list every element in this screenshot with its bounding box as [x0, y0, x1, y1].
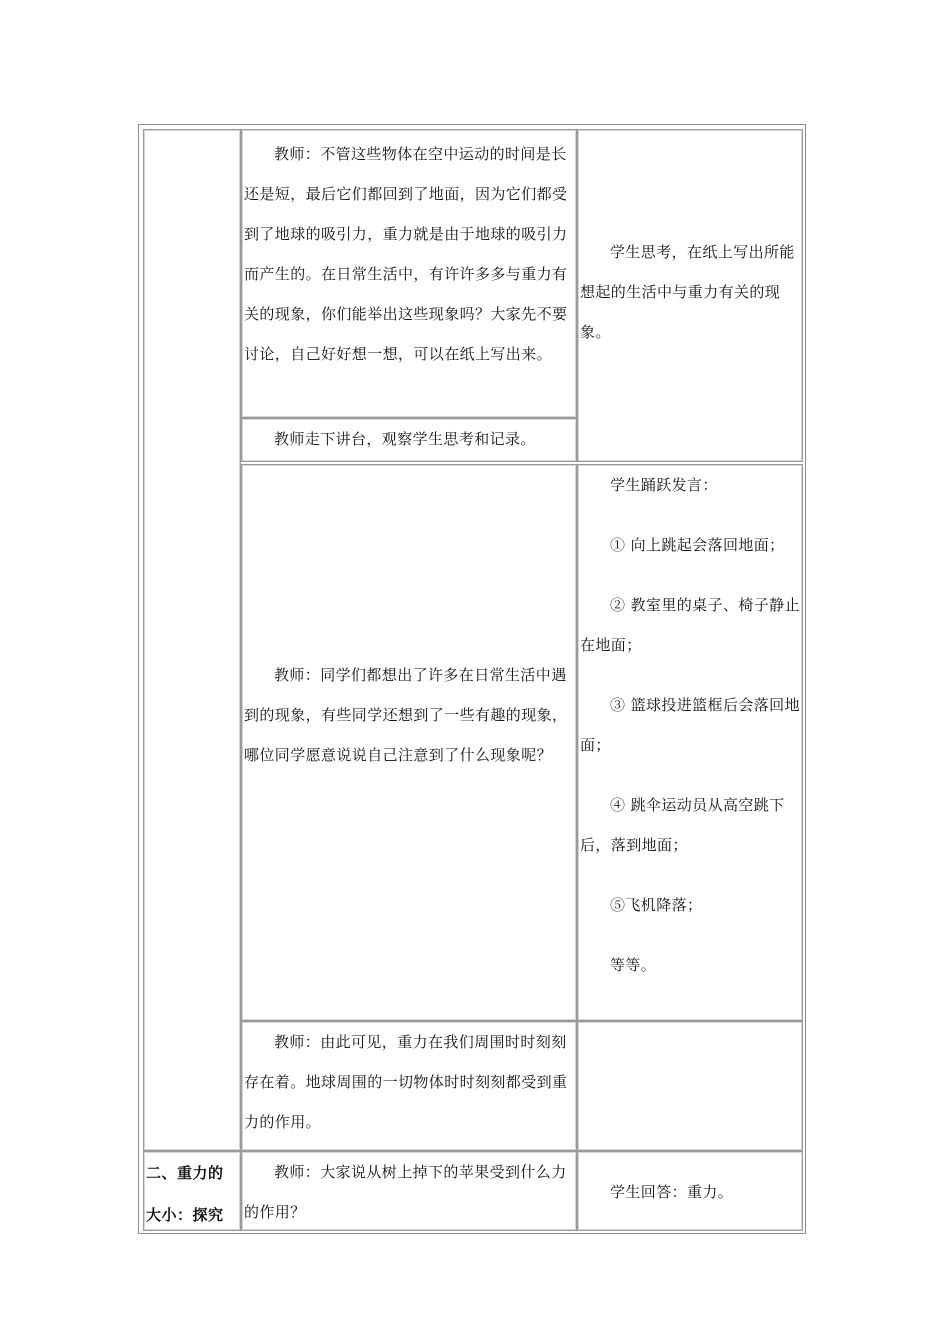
stage-cell-empty [143, 129, 241, 1151]
teacher-cell-ask-phenomena [241, 464, 577, 1021]
student-example-item: ② 教室里的桌子、椅子静止在地面； [580, 596, 800, 654]
student-cell-answer [577, 1151, 803, 1231]
student-cell-think [577, 129, 803, 462]
teacher-cell-conclusion [241, 1021, 577, 1151]
student-cell-examples [577, 464, 803, 1021]
stage-title-line2: 大小：探究 [146, 1206, 224, 1224]
student-example-item: ① 向上跳起会落回地面； [610, 536, 785, 554]
stage-title-line1: 二、重力的 [146, 1164, 224, 1182]
teacher-text-ask-phenomena: 教师：同学们都想出了许多在日常生活中遇到的现象，有些同学还想到了一些有趣的现象，哪位同学愿意说说自己注意到了什么现象呢？ [244, 666, 568, 764]
teacher-cell-action [241, 418, 577, 462]
teacher-cell-apple-question [241, 1151, 577, 1231]
stage-cell-gravity-size [143, 1151, 241, 1231]
student-example-item: ③ 篮球投进篮框后会落回地面； [580, 696, 800, 754]
student-example-item: ④ 跳伞运动员从高空跳下后，落到地面； [580, 796, 785, 854]
student-examples-intro: 学生踊跃发言： [610, 476, 718, 494]
student-cell-empty [577, 1021, 803, 1151]
teacher-text-apple-question: 教师：大家说从树上掉下的苹果受到什么力的作用？ [244, 1163, 567, 1221]
student-text-answer: 学生回答：重力。 [610, 1183, 734, 1201]
student-example-item: ⑤飞机降落； [610, 896, 703, 914]
teacher-text-conclusion: 教师：由此可见，重力在我们周围时时刻刻存在着。地球周围的一切物体时时刻刻都受到重力的作用。 [244, 1033, 568, 1131]
teacher-cell-gravity-intro [241, 129, 577, 418]
student-text-think: 学生思考，在纸上写出所能想起的生活中与重力有关的现象。 [580, 243, 795, 341]
teacher-text-action: 教师走下讲台，观察学生思考和记录。 [274, 430, 536, 448]
teacher-text-gravity-intro: 教师：不管这些物体在空中运动的时间是长还是短，最后它们都回到了地面，因为它们都受到了地球的吸引力，重力就是由于地球的吸引力而产生的。在日常生活中，有许许多多与重力有关的现象，你们能举出这些现象吗？大家先不要讨论，自己好好想一想，可以在纸上写出来。 [244, 145, 568, 363]
lesson-plan-table [138, 124, 806, 1234]
student-examples-outro: 等等。 [610, 956, 657, 974]
